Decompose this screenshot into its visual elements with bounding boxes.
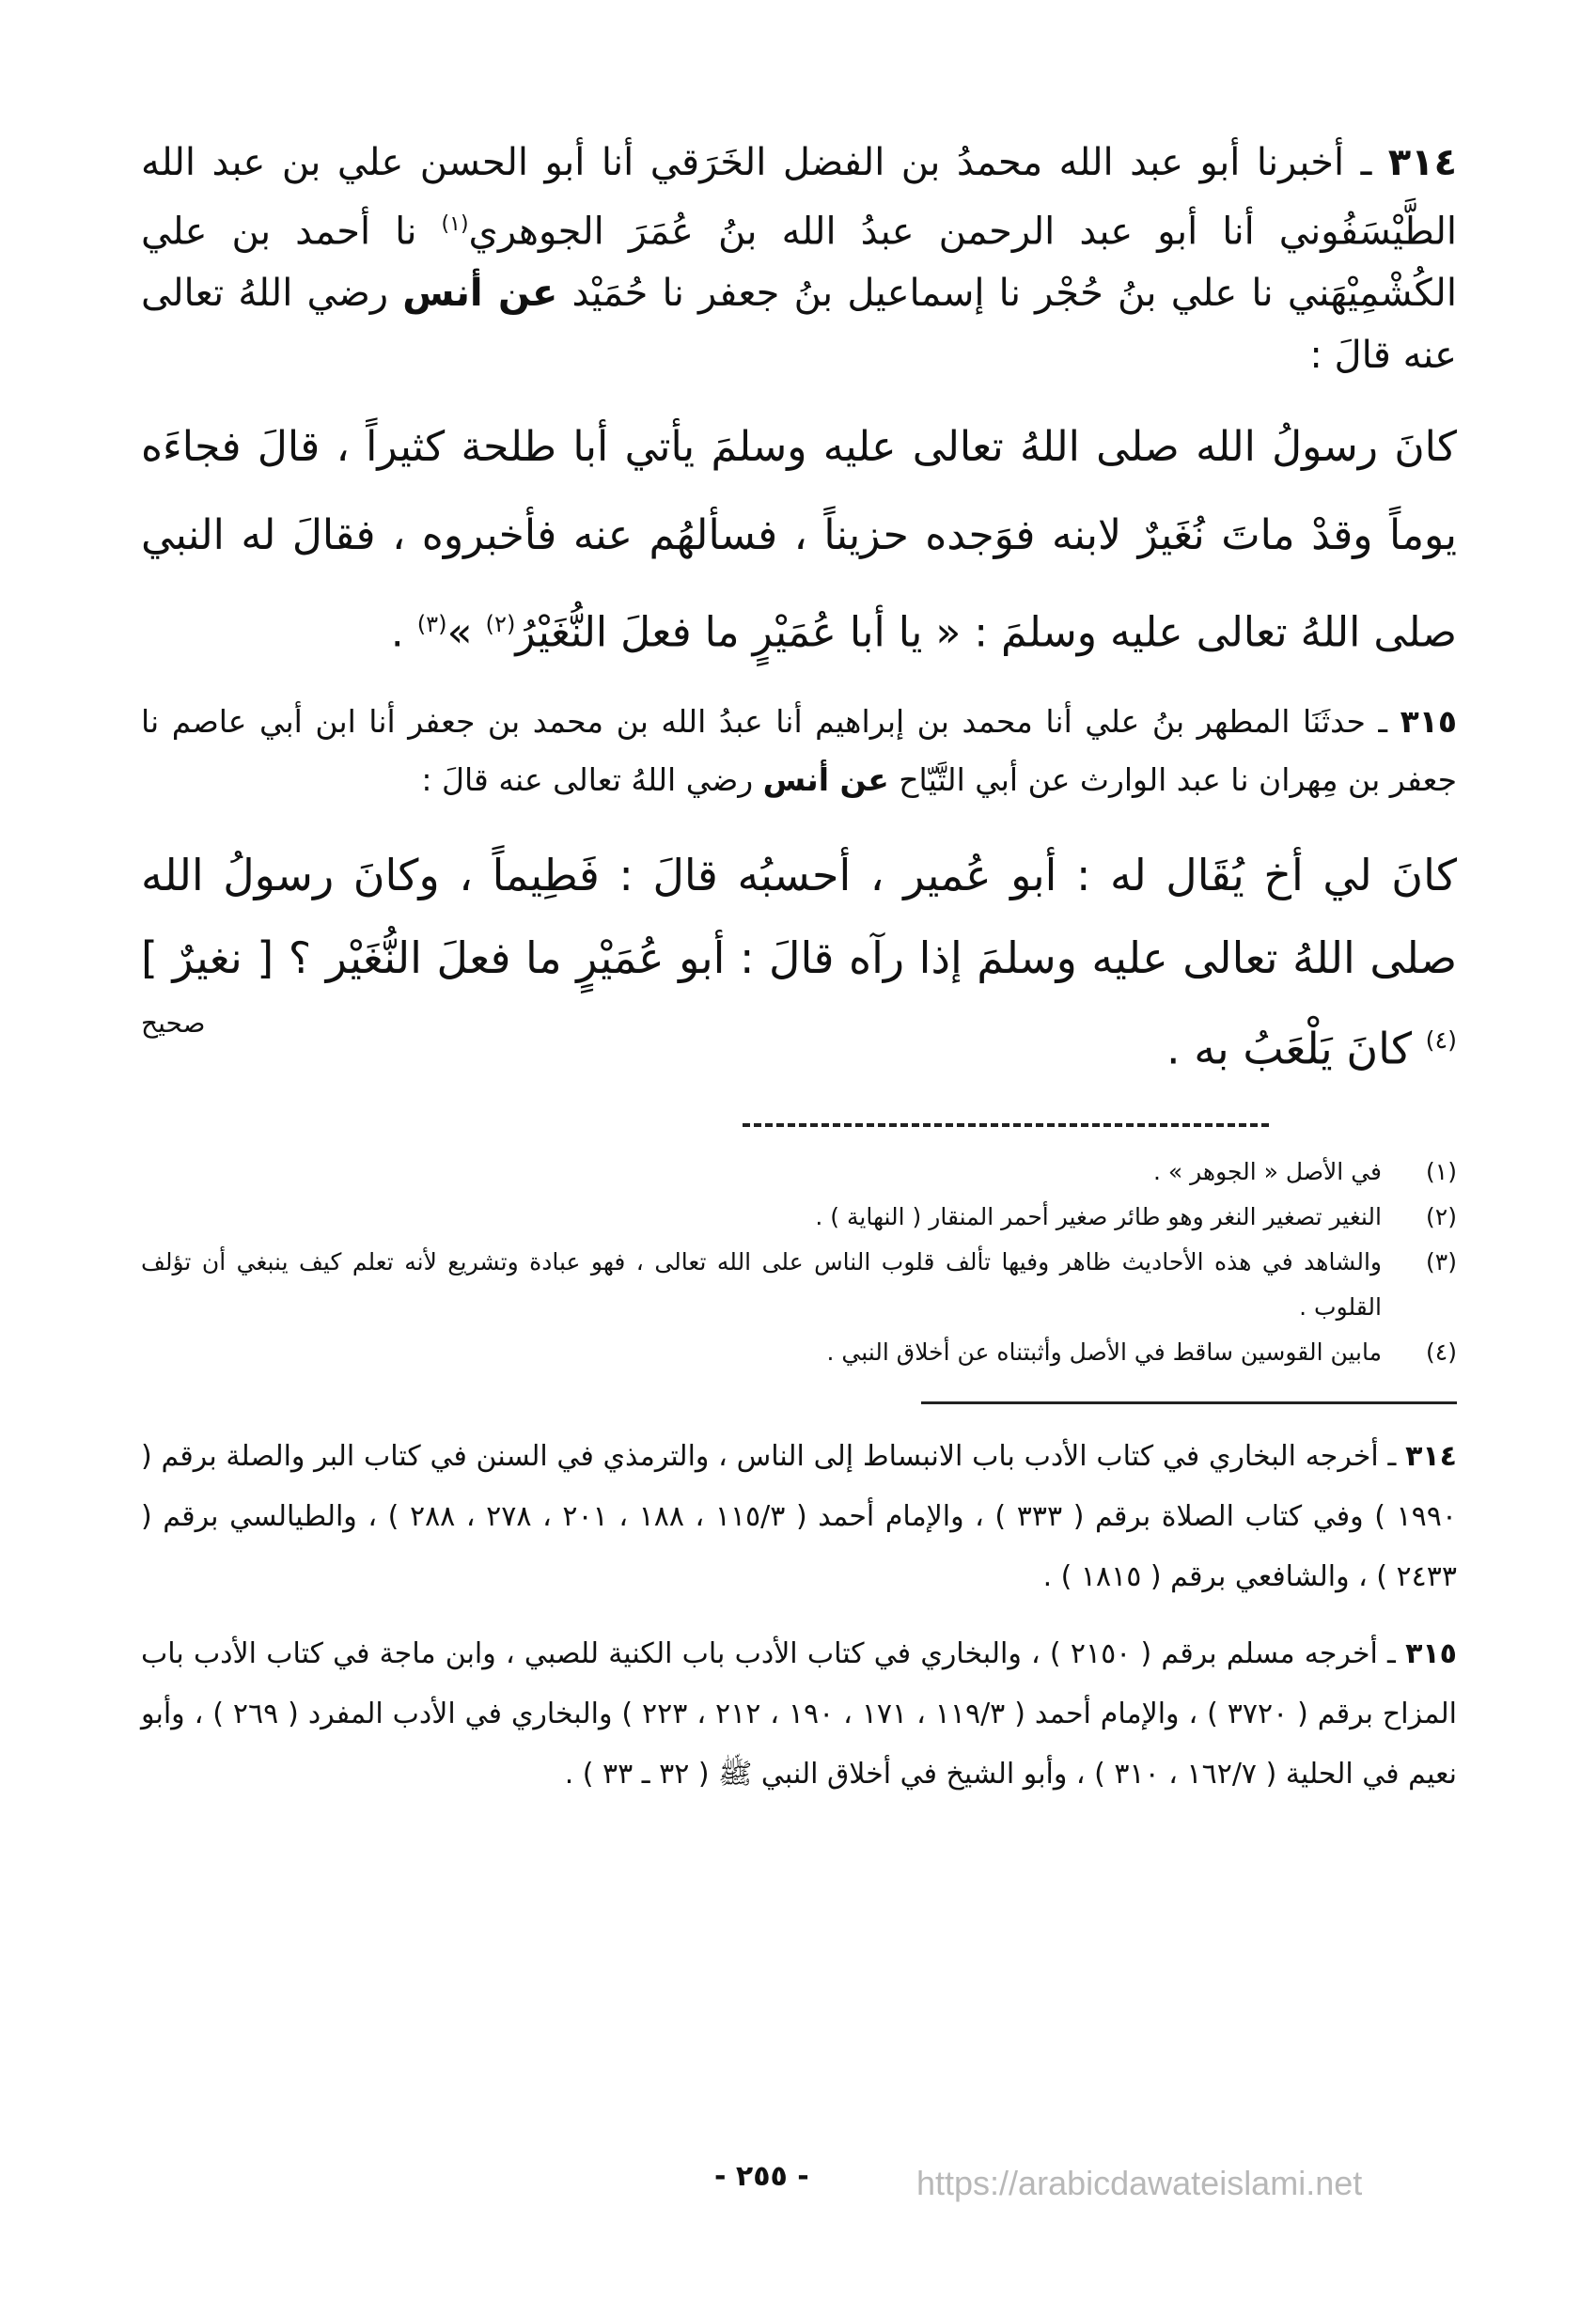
footnote-ref: (١) xyxy=(441,212,469,236)
watermark-url: https://arabicdawateislami.net xyxy=(916,2164,1363,2202)
footnotes xyxy=(141,1150,1457,1375)
narrator-anas: عن أنس xyxy=(402,272,558,316)
page-footer xyxy=(0,2160,1596,2216)
footnote-ref: (٢) xyxy=(485,611,516,638)
footnote-separator xyxy=(743,1123,1269,1127)
footnote-ref: (٤) xyxy=(1425,1025,1457,1054)
hadith-number: ٣١٥ xyxy=(1405,1637,1457,1671)
footnote: (١) في الأصل « الجوهر » . xyxy=(1152,1158,1457,1186)
hadith-314-matn: كانَ رسولُ الله صلى اللهُ تعالى عليه وسلمَ يأتي أبا طلحة كثيراً ، قالَ فجاءَه يوماً وقدْ ماتَ نُغَيرٌ لابنه فوَجده حزيناً ، فسألهُم عنه فأخبروه ، فقالَ له النبي صلى اللهُ تعالى عليه وسلمَ : « يا أبا عُمَيْرٍ ما فعلَ النُّغَيْرُ$^{(٢)}$ »$^{(٣)}$ . xyxy=(141,423,1457,657)
footnote: (٢) النغير تصغير النغر وهو طائر صغير أحمر المنقار ( النهاية ) . xyxy=(815,1203,1457,1231)
footnote-ref: (٣) xyxy=(416,611,447,638)
page-body xyxy=(141,132,1457,1805)
footnote: (٤) مابين القوسين ساقط في الأصل وأثبتناه عن أخلاق النبي . xyxy=(826,1338,1457,1367)
hadith-number: ٣١٤ xyxy=(1387,141,1457,184)
takhrij-314: ٣١٤ ـ أخرجه البخاري في كتاب الأدب باب الانبساط إلى الناس ، والترمذي في السنن في كتاب البر والصلة برقم ( ١٩٩٠ ) وفي كتاب الصلاة برقم ( ٣٣٣ ) ، والإمام أحمد ( ١١٥/٣ ، ١٨٨ ، ٢٠١ ، ٢٧٨ ، ٢٨٨ ) ، والطيالسي برقم ( ٢٤٣٣ ) ، والشافعي برقم ( ١٨١٥ ) . xyxy=(141,1440,1457,1594)
footnote: (٣) والشاهد في هذه الأحاديث ظاهر وفيها تألف قلوب الناس على الله تعالى ، فهو عبادة وتشريع لأنه تعلم كيف ينبغي أن تؤلف القلوب . xyxy=(141,1248,1457,1322)
hadith-314-isnad: ٣١٤ ـ أخبرنا أبو عبد الله محمدُ بن الفضل الخَرَقي أنا أبو الحسن علي بن عبد الله الطَّيْسَفُوني أنا أبو عبد الرحمن عبدُ الله بنُ عُمَرَ الجوهري$^{(١)}$ نا أحمد بن علي الكُشْمِيْهَني نا علي بنُ حُجْر نا إسماعيل بنُ جعفر نا حُمَيْد عن أنس رضي اللهُ تعالى عنه قالَ : xyxy=(141,141,1457,378)
hadith-315-isnad: ٣١٥ ـ حدثَنَا المطهر بنُ علي أنا محمد بن إبراهيم أنا عبدُ الله بن محمد بن جعفر أنا ابن أبي عاصم نا جعفر بن مِهران نا عبد الوارث عن أبي التَّيّاح عن أنس رضي اللهُ تعالى عنه قالَ : xyxy=(141,702,1457,798)
hadith-number: ٣١٥ xyxy=(1400,702,1457,740)
narrator-anas: عن أنس xyxy=(762,760,889,798)
takhrij-315: ٣١٥ ـ أخرجه مسلم برقم ( ٢١٥٠ ) ، والبخاري في كتاب الأدب باب الكنية للصبي ، وابن ماجة في كتاب الأدب باب المزاح برقم ( ٣٧٢٠ ) ، والإمام أحمد ( ١١٩/٣ ، ١٧١ ، ١٩٠ ، ٢١٢ ، ٢٢٣ ) والبخاري في الأدب المفرد ( ٢٦٩ ) ، وأبو نعيم في الحلية ( ١٦٢/٧ ، ٣١٠ ) ، وأبو الشيخ في أخلاق النبي ﷺ ( ٣٢ ـ ٣٣ ) . xyxy=(141,1637,1458,1792)
hadith-315-matn: كانَ لي أخ يُقَال له : أبو عُمير ، أحسبُه قالَ : فَطِيماً ، وكانَ رسولُ الله صلى اللهُ تعالى عليه وسلمَ إذا رآه قالَ : أبو عُمَيْرٍ ما فعلَ النُّغَيْر ؟ [ نغيرٌ ]$^{(٤)}$ كانَ يَلْعَبُ به . صحيح xyxy=(141,849,1457,1074)
hadith-number: ٣١٤ xyxy=(1405,1440,1457,1474)
page-number: - ٢٥٥ - xyxy=(714,2160,809,2193)
takhrij-separator xyxy=(921,1401,1457,1404)
hadith-grade: صحيح xyxy=(141,1008,206,1040)
